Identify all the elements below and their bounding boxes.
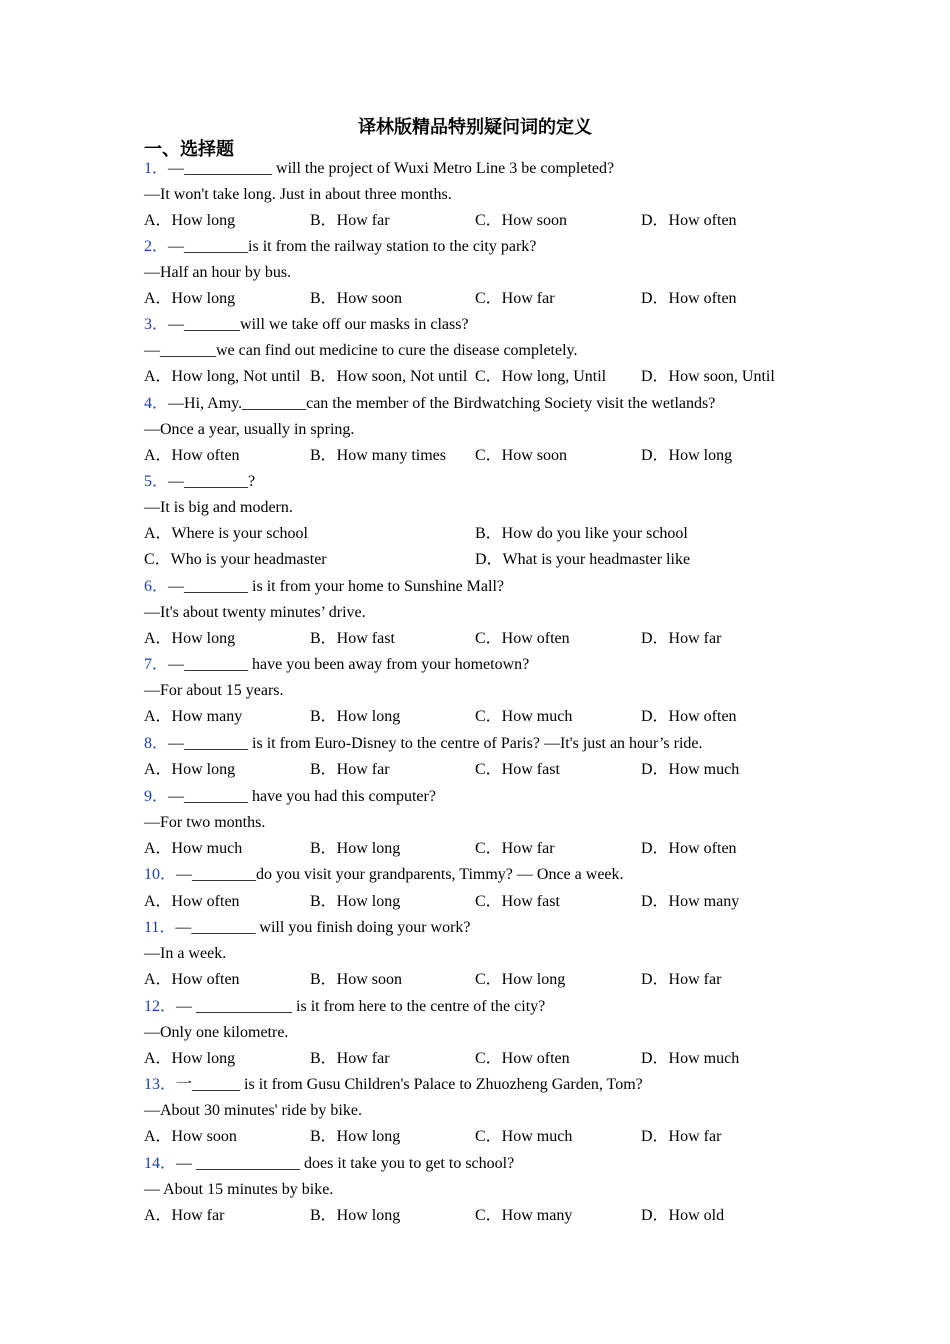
answer-line: —In a week. — [144, 945, 227, 962]
option-c[interactable]: C．How soon — [475, 212, 568, 229]
option-a[interactable]: A．How long, Not until — [144, 368, 301, 385]
answer-line: —About 30 minutes' ride by bike. — [144, 1102, 362, 1119]
option-b[interactable]: B．How far — [310, 212, 390, 229]
option-b[interactable]: B．How far — [310, 1050, 390, 1067]
option-a[interactable]: A．How often — [144, 893, 240, 910]
answer-line: —Only one kilometre. — [144, 1024, 289, 1041]
document-title: 译林版精品特别疑问词的定义 — [358, 117, 592, 137]
question-text: —_______will we take off our masks in class? — [168, 316, 469, 333]
option-c[interactable]: C．How much — [475, 1128, 573, 1145]
answer-line: —_______we can find out medicine to cure the disease completely. — [144, 342, 578, 359]
question-number: 14． — [144, 1155, 177, 1172]
question-number: 1． — [144, 160, 169, 177]
option-c[interactable]: C．How soon — [475, 447, 568, 464]
option-b[interactable]: B．How long — [310, 1128, 401, 1145]
option-d[interactable]: D．What is your headmaster like — [475, 551, 691, 568]
question-stem — [144, 1154, 514, 1174]
option-b[interactable]: B．How fast — [310, 630, 395, 647]
option-d[interactable]: D．How far — [641, 971, 722, 988]
question-text: —________ will you finish doing your work? — [175, 919, 471, 936]
option-a[interactable]: A．How long — [144, 212, 236, 229]
answer-line: —Once a year, usually in spring. — [144, 421, 355, 438]
option-b[interactable]: B．How long — [310, 708, 401, 725]
option-d[interactable]: D．How much — [641, 761, 740, 778]
option-b[interactable]: B．How many times — [310, 447, 446, 464]
question-number: 6． — [144, 578, 169, 595]
option-d[interactable]: D．How many — [641, 893, 740, 910]
option-b[interactable]: B．How soon — [310, 290, 403, 307]
section-heading: 一、选择题 — [144, 139, 234, 159]
option-a[interactable]: A．How far — [144, 1207, 225, 1224]
question-stem — [144, 159, 614, 179]
question-number: 5． — [144, 473, 169, 490]
option-d[interactable]: D．How far — [641, 630, 722, 647]
option-b[interactable]: B．How soon — [310, 971, 403, 988]
answer-line: —For about 15 years. — [144, 682, 284, 699]
question-text: —________ have you been away from your hometown? — [168, 656, 530, 673]
option-d[interactable]: D．How soon, Until — [641, 368, 775, 385]
option-a[interactable]: A．How long — [144, 761, 236, 778]
question-number: 10． — [144, 866, 177, 883]
question-stem — [144, 1075, 643, 1095]
option-a[interactable]: A．How long — [144, 1050, 236, 1067]
option-a[interactable]: A．How much — [144, 840, 243, 857]
option-a[interactable]: A．How many — [144, 708, 243, 725]
question-stem — [144, 997, 545, 1017]
option-c[interactable]: C．How much — [475, 708, 573, 725]
question-number: 8． — [144, 735, 169, 752]
option-a[interactable]: A．How long — [144, 630, 236, 647]
question-stem — [144, 865, 624, 885]
option-d[interactable]: D．How often — [641, 212, 737, 229]
question-stem — [144, 577, 504, 597]
option-a[interactable]: A．Where is your school — [144, 525, 308, 542]
question-number: 3． — [144, 316, 169, 333]
question-text: —________ have you had this computer? — [168, 788, 436, 805]
answer-line: —Half an hour by bus. — [144, 264, 292, 281]
question-stem — [144, 734, 703, 754]
question-stem — [144, 918, 471, 938]
option-d[interactable]: D．How far — [641, 1128, 722, 1145]
question-number: 4． — [144, 395, 169, 412]
option-c[interactable]: C．How far — [475, 290, 555, 307]
answer-line: —It is big and modern. — [144, 499, 293, 516]
option-a[interactable]: A．How soon — [144, 1128, 237, 1145]
question-text: —________ is it from Euro-Disney to the centre of Paris? —It's just an hour’s ride. — [168, 735, 703, 752]
question-text: — ____________ is it from here to the centre of the city? — [176, 998, 546, 1015]
question-number: 11． — [144, 919, 176, 936]
option-d[interactable]: D．How often — [641, 290, 737, 307]
option-d[interactable]: D．How often — [641, 708, 737, 725]
option-d[interactable]: D．How much — [641, 1050, 740, 1067]
question-text: —________is it from the railway station to the city park? — [168, 238, 537, 255]
question-stem — [144, 394, 715, 414]
option-c[interactable]: C．How often — [475, 1050, 570, 1067]
option-a[interactable]: A．How often — [144, 971, 240, 988]
answer-line: —It's about twenty minutes’ drive. — [144, 604, 366, 621]
question-stem — [144, 472, 255, 492]
option-a[interactable]: A．How often — [144, 447, 240, 464]
option-b[interactable]: B．How long — [310, 1207, 401, 1224]
option-d[interactable]: D．How old — [641, 1207, 725, 1224]
answer-line: —For two months. — [144, 814, 266, 831]
option-c[interactable]: C．How many — [475, 1207, 573, 1224]
question-number: 2． — [144, 238, 169, 255]
question-number: 13． — [144, 1076, 177, 1093]
option-c[interactable]: C．Who is your headmaster — [144, 551, 327, 568]
option-c[interactable]: C．How fast — [475, 893, 560, 910]
question-text: —________ is it from your home to Sunshine Mall? — [168, 578, 504, 595]
question-text: —________do you visit your grandparents, Timmy? — Once a week. — [176, 866, 624, 883]
option-b[interactable]: B．How far — [310, 761, 390, 778]
question-text: —___________ will the project of Wuxi Metro Line 3 be completed? — [168, 160, 615, 177]
question-text: 一______ is it from Gusu Children's Palace to Zhuozheng Garden, Tom? — [176, 1076, 643, 1093]
question-stem — [144, 655, 529, 675]
question-stem — [144, 237, 536, 257]
option-a[interactable]: A．How long — [144, 290, 236, 307]
option-b[interactable]: B．How long — [310, 840, 401, 857]
option-b[interactable]: B．How do you like your school — [475, 525, 688, 542]
option-c[interactable]: C．How far — [475, 840, 555, 857]
option-c[interactable]: C．How fast — [475, 761, 560, 778]
option-c[interactable]: C．How long — [475, 971, 566, 988]
option-c[interactable]: C．How often — [475, 630, 570, 647]
option-d[interactable]: D．How often — [641, 840, 737, 857]
question-text: —________? — [168, 473, 256, 490]
question-text: — _____________ does it take you to get to school? — [176, 1155, 515, 1172]
option-b[interactable]: B．How long — [310, 893, 401, 910]
question-text: —Hi, Amy.________can the member of the Birdwatching Society visit the wetlands? — [168, 395, 716, 412]
question-number: 12． — [144, 998, 177, 1015]
option-c[interactable]: C．How long, Until — [475, 368, 607, 385]
option-d[interactable]: D．How long — [641, 447, 733, 464]
question-stem — [144, 787, 436, 807]
question-number: 9． — [144, 788, 169, 805]
option-b[interactable]: B．How soon, Not until — [310, 368, 468, 385]
answer-line: —It won't take long. Just in about three months. — [144, 186, 452, 203]
answer-line: — About 15 minutes by bike. — [144, 1181, 334, 1198]
question-number: 7． — [144, 656, 169, 673]
question-stem — [144, 315, 469, 335]
